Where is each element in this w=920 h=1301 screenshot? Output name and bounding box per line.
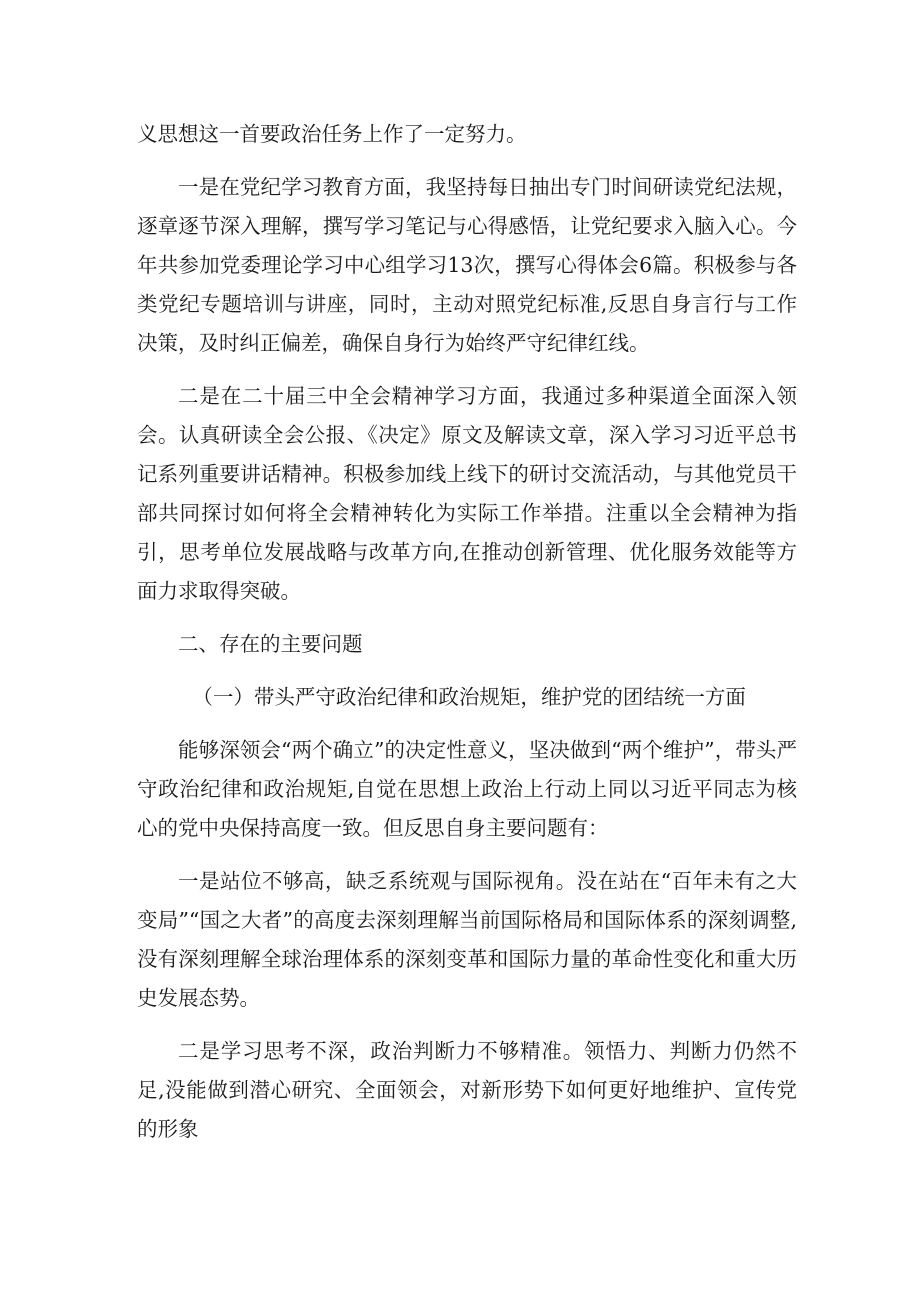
- section-heading-main-problems: 二、存在的主要问题: [178, 632, 363, 656]
- paragraph-problem-one: 一是站位不够高，缺乏系统观与国际视角。没在站在“百年未有之大变局”“国之大者”的高度去深刻理解当前国际格局和国际体系的深刻调整,没有深刻理解全球治理体系的深刻变革和国际力量的革命性变化和重大历史发展态势。: [137, 869, 797, 1010]
- document-body: [137, 115, 797, 1149]
- paragraph-problem-two: 二是学习思考不深，政治判断力不够精准。领悟力、判断力仍然不足,没能做到潜心研究、全面领会，对新形势下如何更好地维护、宣传党的形象: [137, 1039, 797, 1141]
- paragraph-party-discipline-study: 一是在党纪学习教育方面，我坚持每日抽出专门时间研读党纪法规，逐章逐节深入理解，撰写学习笔记与心得感悟，让党纪要求入脑入心。今年共参加党委理论学习中心组学习13次，撰写心得体会6篇。积极参与各类党纪专题培训与讲座，同时，主动对照党纪标准,反思自身言行与工作决策，及时纠正偏差，确保自身行为始终严守纪律红线。: [137, 175, 797, 355]
- paragraph-plenum-study: 二是在二十届三中全会精神学习方面，我通过多种渠道全面深入领会。认真研读全会公报、《决定》原文及解读文章，深入学习习近平总书记系列重要讲话精神。积极参加线上线下的研讨交流活动，与其他党员干部共同探讨如何将全会精神转化为实际工作举措。注重以全会精神为指引，思考单位发展战略与改革方向,在推动创新管理、优化服务效能等方面力求取得突破。: [137, 384, 797, 603]
- paragraph-political-alignment: 能够深领会“两个确立”的决定性意义，坚决做到“两个维护”，带头严守政治纪律和政治规矩,自觉在思想上政治上行动上同以习近平同志为核心的党中央保持高度一致。但反思自身主要问题有：: [137, 738, 797, 840]
- subsection-heading-political-discipline: （一）带头严守政治纪律和政治规矩，维护党的团结统一方面: [192, 685, 746, 709]
- paragraph-continued: 义思想这一首要政治任务上作了一定努力。: [137, 122, 527, 146]
